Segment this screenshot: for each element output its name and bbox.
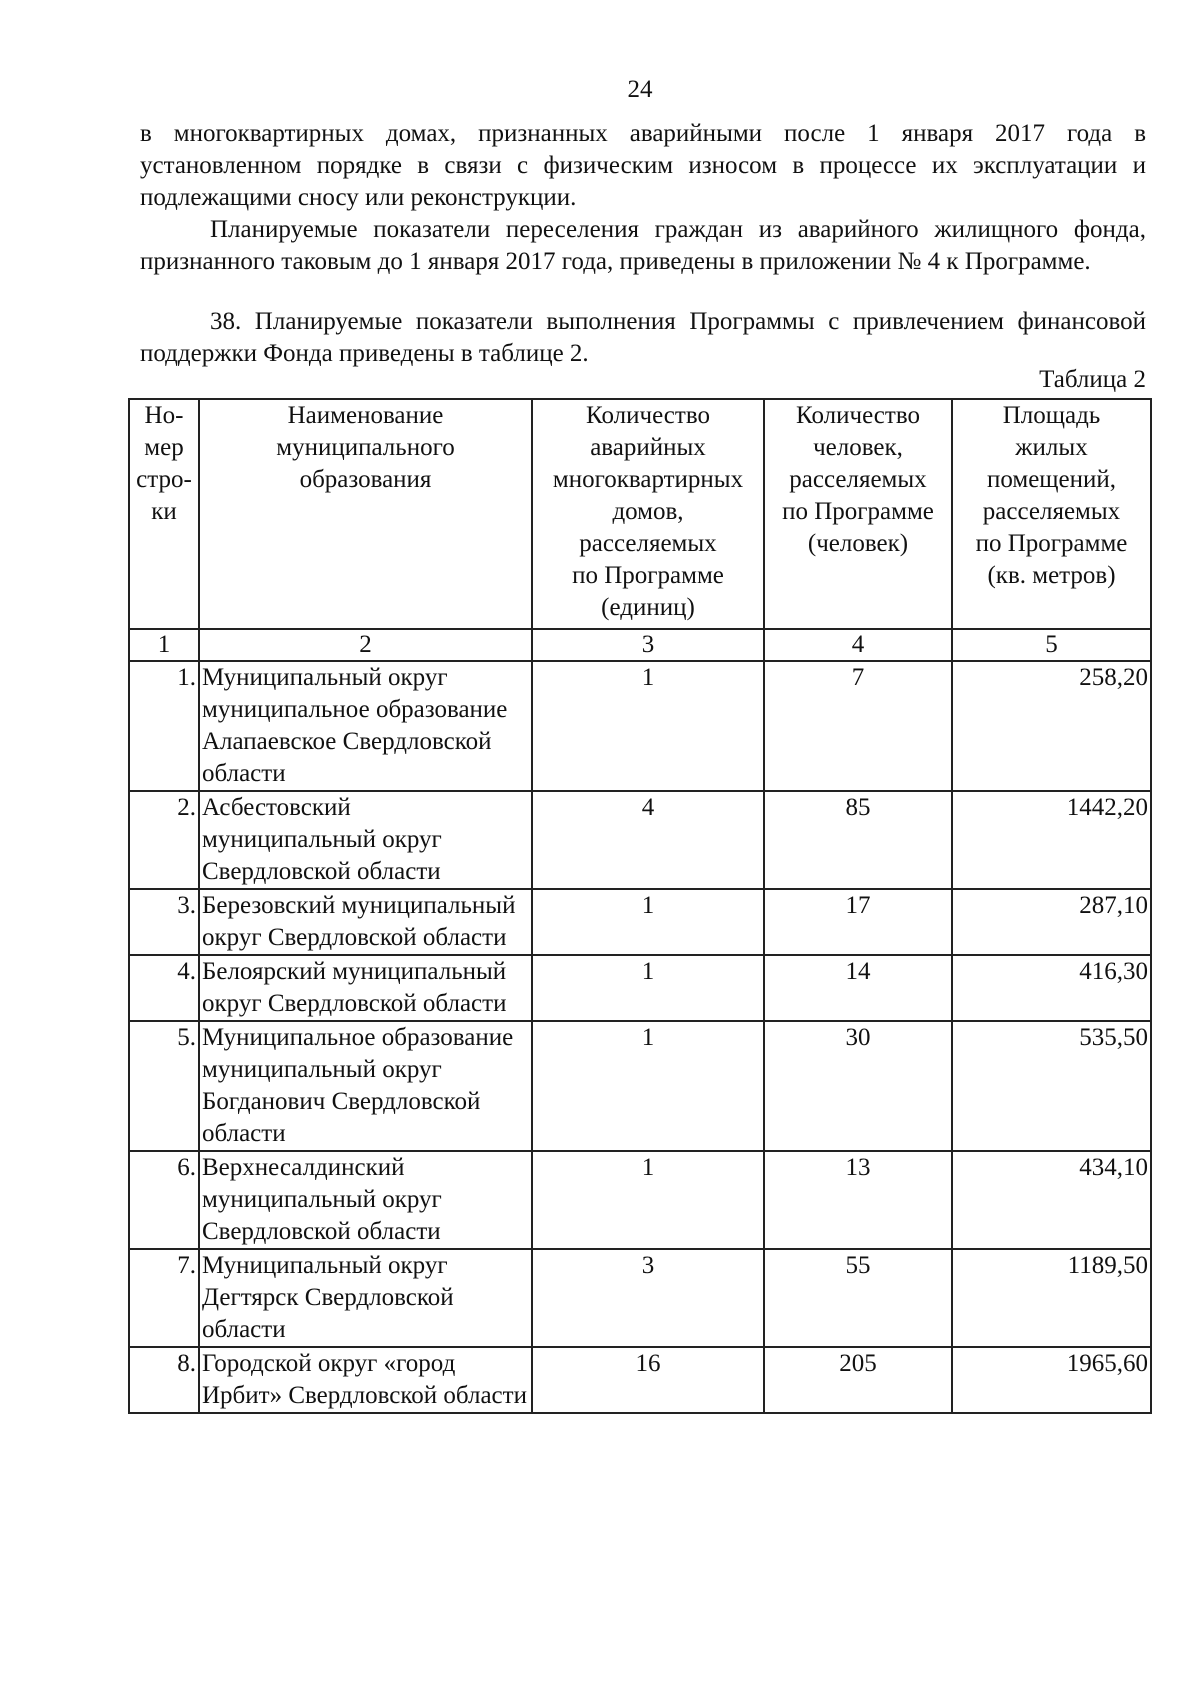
header-municipality-name: Наименование муниципального образования [199, 399, 532, 629]
people-cell: 13 [764, 1151, 952, 1249]
column-number-cell: 2 [199, 629, 532, 661]
table-row [129, 889, 1151, 955]
header-area: Площадь жилых помещений, расселяемых по Программе (кв. метров) [952, 399, 1151, 629]
people-cell: 55 [764, 1249, 952, 1347]
table-row [129, 1347, 1151, 1413]
people-cell: 30 [764, 1021, 952, 1151]
houses-cell: 4 [532, 791, 764, 889]
table-row [129, 1249, 1151, 1347]
header-people-count: Количество человек, расселяемых по Программе (человек) [764, 399, 952, 629]
row-number-cell: 2. [129, 791, 199, 889]
area-cell: 535,50 [952, 1021, 1151, 1151]
table-row [129, 1021, 1151, 1151]
page-number: 24 [627, 76, 653, 103]
houses-cell: 16 [532, 1347, 764, 1413]
header-houses-count: Количество аварийных многоквартирных домов, расселяемых по Программе (единиц) [532, 399, 764, 629]
people-cell: 85 [764, 791, 952, 889]
houses-cell: 1 [532, 661, 764, 791]
area-cell: 1442,20 [952, 791, 1151, 889]
paragraph-continuation: в многоквартирных домах, признанных аварийными после 1 января 2017 года в установленном порядке в связи с физическим износом в процессе их эксплуатации и подлежащими сносу или реконструкции. [140, 120, 1146, 211]
municipality-cell: Муниципальный округ муниципальное образование Алапаевское Свердловской области [199, 661, 532, 791]
municipality-cell: Муниципальное образование муниципальный округ Богданович Свердловской области [199, 1021, 532, 1151]
houses-cell: 1 [532, 1021, 764, 1151]
row-number-cell: 8. [129, 1347, 199, 1413]
area-cell: 416,30 [952, 955, 1151, 1021]
column-number-cell: 4 [764, 629, 952, 661]
municipality-cell: Городской округ «город Ирбит» Свердловской области [199, 1347, 532, 1413]
people-cell: 205 [764, 1347, 952, 1413]
column-number-cell: 1 [129, 629, 199, 661]
row-number-cell: 5. [129, 1021, 199, 1151]
municipality-cell: Асбестовский муниципальный округ Свердловской области [199, 791, 532, 889]
people-cell: 14 [764, 955, 952, 1021]
paragraph-resettlement-indicators: Планируемые показатели переселения граждан из аварийного жилищного фонда, признанного таковым до 1 января 2017 года, приведены в приложении № 4 к Программе. [140, 216, 1146, 275]
table-row [129, 791, 1151, 889]
area-cell: 287,10 [952, 889, 1151, 955]
row-number-cell: 4. [129, 955, 199, 1021]
row-number-cell: 1. [129, 661, 199, 791]
people-cell: 17 [764, 889, 952, 955]
area-cell: 434,10 [952, 1151, 1151, 1249]
houses-cell: 1 [532, 889, 764, 955]
column-number-row [129, 629, 1151, 661]
municipality-cell: Муниципальный округ Дегтярск Свердловской области [199, 1249, 532, 1347]
people-cell: 7 [764, 661, 952, 791]
header-row-number: Но- мер стро- ки [129, 399, 199, 629]
houses-cell: 3 [532, 1249, 764, 1347]
table-row [129, 661, 1151, 791]
municipality-cell: Верхнесалдинский муниципальный округ Свердловской области [199, 1151, 532, 1249]
area-cell: 1189,50 [952, 1249, 1151, 1347]
area-cell: 258,20 [952, 661, 1151, 791]
resettlement-table [128, 398, 1152, 1414]
table-caption: Таблица 2 [1039, 366, 1146, 393]
houses-cell: 1 [532, 1151, 764, 1249]
row-number-cell: 3. [129, 889, 199, 955]
area-cell: 1965,60 [952, 1347, 1151, 1413]
municipality-cell: Березовский муниципальный округ Свердловской области [199, 889, 532, 955]
municipality-cell: Белоярский муниципальный округ Свердловской области [199, 955, 532, 1021]
row-number-cell: 6. [129, 1151, 199, 1249]
column-number-cell: 5 [952, 629, 1151, 661]
table-header-row [129, 399, 1151, 629]
paragraph-item-38: 38. Планируемые показатели выполнения Программы с привлечением финансовой поддержки Фонда приведены в таблице 2. [140, 308, 1146, 367]
table-row [129, 955, 1151, 1021]
table-row [129, 1151, 1151, 1249]
column-number-cell: 3 [532, 629, 764, 661]
houses-cell: 1 [532, 955, 764, 1021]
row-number-cell: 7. [129, 1249, 199, 1347]
